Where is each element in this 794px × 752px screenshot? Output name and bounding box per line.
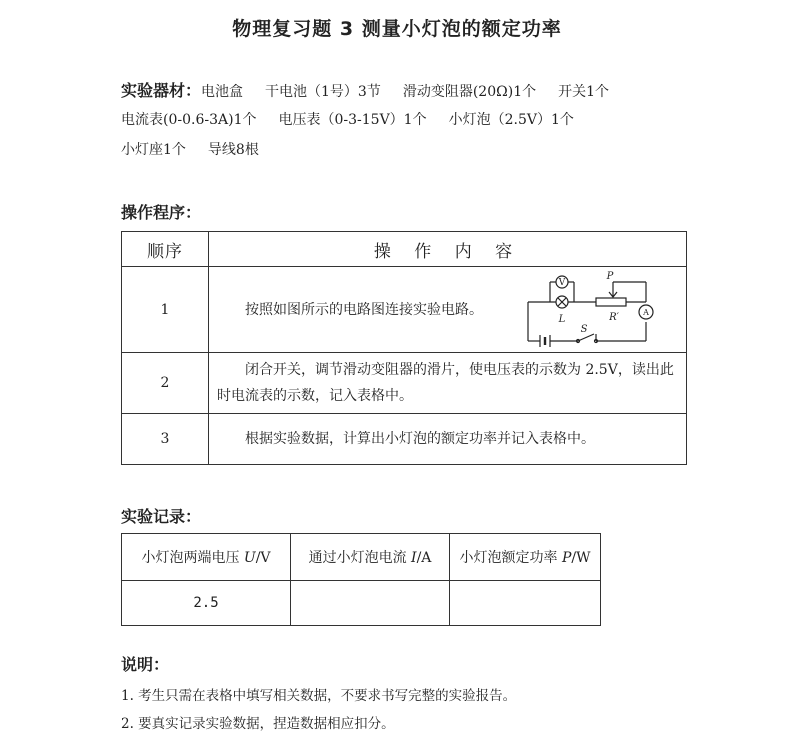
current-cell[interactable] [291,581,450,626]
voltage-header: 小灯泡两端电压 U/V [122,534,291,581]
equipment-item: 电压表（0-3-15V）1个 [278,112,427,128]
step-text: 根据实验数据，计算出小灯泡的额定功率并记入表格中。 [245,431,595,447]
equipment-item: 干电池（1号）3节 [265,84,381,100]
step-number: 1 [122,267,209,353]
equipment-item: 小灯座1个 [121,142,186,158]
equipment-line-1 [121,78,631,101]
note-item: 2. 要真实记录实验数据，捏造数据相应扣分。 [121,716,395,732]
equipment-item: 电池盒 [201,84,244,100]
voltmeter-label: V [558,278,566,288]
record-heading: 实验记录： [121,507,202,526]
equipment-item: 开关1个 [558,84,610,100]
equipment-line-3 [121,139,281,159]
ammeter-label: A [643,308,649,317]
power-cell[interactable] [450,581,601,626]
rheostat-label: R′ [609,312,619,323]
step-content [209,267,687,353]
notes-heading: 说明： [121,655,170,674]
record-table [121,533,601,626]
table-row [122,267,687,353]
step-content [209,353,687,414]
lamp-label: L [558,314,566,325]
equipment-item: 小灯泡（2.5V）1个 [448,112,574,128]
circuit-diagram [518,270,668,350]
step-number: 3 [122,414,209,465]
equipment-line-2 [121,109,596,129]
step-text: 闭合开关，调节滑动变阻器的滑片，使电压表的示数为 2.5V，读出此时电流表的示数，记入表格中。 [217,362,674,404]
step-content [209,414,687,465]
procedure-table [121,231,687,465]
equipment-item: 导线8根 [207,142,259,158]
note-item: 1. 考生只需在表格中填写相关数据，不要求书写完整的实验报告。 [121,688,517,704]
table-row [122,581,601,626]
col-content-header: 操 作 内 容 [209,232,687,267]
table-row [122,414,687,465]
current-header: 通过小灯泡电流 I/A [291,534,450,581]
switch-label: S [580,324,588,335]
equipment-item: 滑动变阻器(20Ω)1个 [402,84,537,100]
step-text: 按照如图所示的电路图连接实验电路。 [245,301,483,318]
table-row [122,353,687,414]
procedure-heading: 操作程序： [121,203,202,222]
step-number: 2 [122,353,209,414]
equipment-item: 电流表(0-0.6-3A)1个 [121,112,257,128]
voltage-cell: 2.5 [122,581,291,626]
page-title: 物理复习题 3 测量小灯泡的额定功率 [232,18,562,40]
power-header: 小灯泡额定功率 P/W [450,534,601,581]
col-order-header: 顺序 [122,232,209,267]
equipment-heading: 实验器材： [121,81,202,100]
slider-label: P [606,271,614,282]
